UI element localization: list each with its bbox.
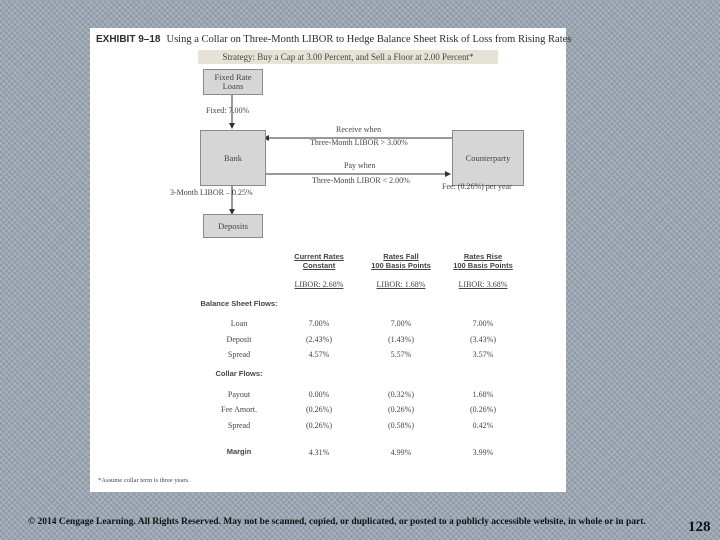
balance-sheet-heading: Balance Sheet Flows: (200, 298, 278, 308)
exhibit-title-text: Using a Collar on Three-Month LIBOR to Hedge Balance Sheet Risk of Loss from Rising Rates (166, 34, 572, 45)
col-header-fall: Rates Fall 100 Basis Points (371, 252, 431, 270)
table-footnote: *Assume collar term is three years. (98, 477, 190, 484)
fixed-rate-label: Fixed: 7.00% (206, 106, 250, 115)
exhibit-label: EXHIBIT 9–18 (96, 34, 161, 45)
table-row: Spread (0.26%) (0.58%) 0.42% (227, 420, 494, 430)
table-row: Loan 7.00% 7.00% 7.00% (230, 319, 494, 328)
libor-fall: LIBOR: 1.68% (376, 279, 426, 289)
libor-row (200, 276, 524, 292)
collar-heading-row (200, 362, 524, 386)
fee-label: Fee: (0.26%) per year (442, 182, 512, 191)
deposit-rate-label: 3-Month LIBOR – 0.25% (170, 188, 253, 197)
libor-constant: LIBOR: 2.68% (294, 279, 344, 289)
libor-rise: LIBOR: 3.68% (458, 279, 508, 289)
fixed-rate-loans-box: Fixed Rate Loans (203, 69, 263, 95)
receive-condition-label: Three-Month LIBOR > 3.00% (310, 138, 408, 147)
table-row: Fee Amort. (0.26%) (0.26%) (0.26%) (221, 405, 496, 414)
col-header-constant: Current Rates Constant (294, 252, 344, 270)
strategy-banner: Strategy: Buy a Cap at 3.00 Percent, and Sell a Floor at 2.00 Percent* (198, 50, 498, 64)
table-row: Deposit (2.43%) (1.43%) (3.43%) (226, 334, 496, 344)
table-row-margin: Margin 4.31% 4.99% 3.99% (226, 447, 494, 457)
scenario-table (200, 253, 524, 460)
copyright-notice: © 2014 Cengage Learning. All Rights Reserved. May not be scanned, copied, or duplicated, or posted to a publicly accessible website, in whole or in part. (28, 517, 646, 527)
exhibit-figure (90, 28, 572, 492)
balance-sheet-heading-row (200, 292, 524, 316)
pay-when-label: Pay when (344, 161, 376, 170)
col-header-rise: Rates Rise 100 Basis Points (453, 252, 513, 270)
pay-condition-label: Three-Month LIBOR < 2.00% (312, 176, 410, 185)
bank-box: Bank (200, 130, 266, 186)
page-number: 128 (688, 519, 711, 535)
table-row: Payout 0.00% (0.32%) 1.68% (227, 389, 494, 399)
collar-heading: Collar Flows: (215, 369, 263, 379)
table-row: Spread 4.57% 5.57% 3.57% (227, 350, 494, 359)
counterparty-box: Counterparty (452, 130, 524, 186)
deposits-box: Deposits (203, 214, 263, 238)
table-header-row (200, 253, 524, 270)
receive-when-label: Receive when (336, 125, 382, 134)
